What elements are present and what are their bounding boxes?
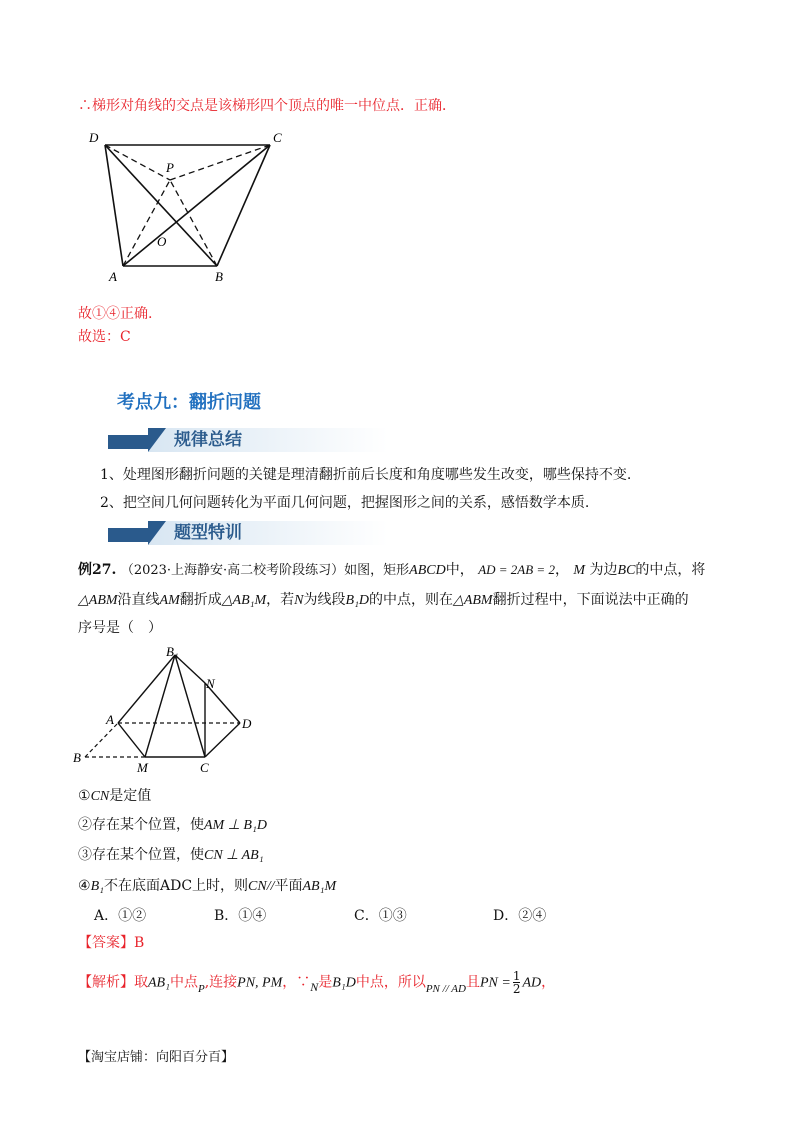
triangle-abm: △ABM	[78, 593, 118, 608]
result-line: 故①④正确.	[78, 306, 153, 322]
analysis-k: 中点，所以	[355, 974, 426, 991]
trapezoid-figure	[85, 128, 295, 288]
banner-rules-title: 规律总结	[148, 428, 388, 452]
fig2-label-a: A	[106, 712, 114, 727]
statement-4-math2: CN//	[248, 879, 275, 894]
banner-practice-title: 题型特训	[148, 521, 388, 545]
analysis-j: B₁D	[332, 975, 356, 991]
text-question: 翻折过程中，下面说法中正确的	[492, 592, 689, 608]
analysis-i: 是	[318, 974, 333, 991]
fig1-label-o: O	[157, 234, 167, 249]
segment-bc: BC	[617, 563, 636, 578]
fig1-label-d: D	[89, 130, 99, 145]
fig1-label-b: B	[215, 269, 223, 284]
fig1-label-c: C	[273, 130, 282, 145]
example-line-3: 序号是（ ）	[78, 620, 162, 636]
statement-2	[78, 815, 267, 836]
segment-b1d: B₁D	[345, 593, 370, 608]
answer-tag: 【答案】	[78, 935, 134, 951]
example-line-2	[78, 590, 689, 611]
answer-line	[78, 933, 144, 953]
statement-3-pre: ③存在某个位置，使	[78, 847, 204, 863]
analysis-e: ,连接	[204, 974, 238, 991]
statement-1-post: 是定值	[109, 788, 152, 804]
choice-line: 故选：C	[78, 329, 131, 345]
example-source: （2023·上海静安·高二校考阶段练习）如图，矩形	[120, 563, 410, 578]
fraction-num: 1	[512, 969, 521, 983]
rule-1: 1、处理图形翻折问题的关键是理清翻折前后长度和角度哪些发生改变，哪些保持不变.	[100, 467, 632, 483]
analysis-o: AD	[522, 975, 542, 991]
fig1-label-p: P	[166, 160, 174, 175]
statement-3	[78, 845, 264, 866]
example-label: 例27.	[78, 562, 117, 578]
analysis-b: AB₁	[148, 975, 170, 991]
footer-shop: 【淘宝店铺：向阳百分百】	[78, 1050, 235, 1065]
fig2-label-b: B	[73, 750, 81, 765]
text-midpoint-2: 的中点，则在	[369, 592, 454, 608]
statement-4	[78, 876, 336, 897]
example-line-1	[78, 560, 705, 581]
statement-4-math: B₁	[90, 879, 104, 894]
text-mid: 中，	[445, 562, 474, 578]
fig2-label-n: N	[206, 676, 215, 691]
analysis-m: 且	[465, 974, 480, 991]
triangle-abm-2: △ABM	[453, 593, 493, 608]
condition: AD = 2AB = 2	[478, 562, 555, 577]
fold-figure	[70, 640, 270, 780]
analysis-a: 取	[134, 974, 148, 991]
text-segment: 为线段	[303, 592, 346, 608]
analysis-comma: ，	[541, 974, 556, 991]
option-a[interactable]: A．①②	[94, 908, 147, 924]
analysis-h: N	[310, 979, 319, 994]
fig2-label-c: C	[200, 760, 209, 775]
option-d[interactable]: D．②④	[493, 908, 547, 924]
text-edge: 为边	[589, 562, 618, 578]
answer-value: B	[134, 935, 145, 951]
fig2-label-m: M	[137, 760, 148, 775]
option-c[interactable]: C．①③	[354, 908, 407, 924]
analysis-l: PN // AD	[425, 982, 466, 995]
analysis-n: PN =	[479, 975, 511, 991]
statement-4-pre: ④	[78, 878, 91, 894]
conclusion-line: ∴梯形对角线的交点是该梯形四个顶点的唯一中位点．正确．	[78, 98, 456, 114]
rule-2: 2、把空间几何问题转化为平面几何问题，把握图形之间的关系，感悟数学本质.	[100, 495, 590, 511]
text-along: 沿直线	[117, 592, 160, 608]
fig1-label-a: A	[109, 269, 117, 284]
text-if: ，若	[266, 592, 295, 608]
statement-1	[78, 786, 151, 807]
option-b[interactable]: B．①④	[214, 908, 267, 924]
text-fold: 翻折成	[179, 592, 222, 608]
statement-1-math: CN	[90, 789, 110, 804]
triangle-ab1m: △AB₁M	[221, 593, 267, 608]
fraction-den: 2	[512, 982, 521, 996]
fig2-label-b1: B₁	[166, 644, 179, 659]
line-am: AM	[159, 593, 180, 608]
statement-4-post2: 平面	[274, 878, 303, 894]
analysis-c: 中点	[169, 974, 198, 991]
analysis-tag: 【解析】	[78, 974, 134, 991]
statement-2-math: AM ⊥ B₁D	[204, 818, 267, 833]
analysis-line	[78, 970, 555, 995]
analysis-fraction	[513, 970, 521, 995]
fig2-label-d: D	[242, 716, 252, 731]
text-midpoint: 的中点，将	[635, 562, 706, 578]
section-heading: 考点九：翻折问题	[117, 392, 261, 413]
point-n: N	[294, 593, 304, 608]
statement-1-pre: ①	[78, 788, 91, 804]
analysis-d: P	[197, 982, 205, 995]
statement-4-post: 不在底面ADC上时，则	[103, 878, 249, 894]
statement-3-math: CN ⊥ AB₁	[204, 848, 264, 863]
statement-4-math3: AB₁M	[302, 879, 337, 894]
rect-name: ABCD	[409, 563, 446, 578]
analysis-f: PN, PM	[237, 975, 283, 991]
statement-2-pre: ②存在某个位置，使	[78, 817, 204, 833]
analysis-g: ，∵	[282, 974, 311, 991]
text-comma: ，	[554, 562, 569, 578]
point-m: M	[573, 563, 586, 578]
